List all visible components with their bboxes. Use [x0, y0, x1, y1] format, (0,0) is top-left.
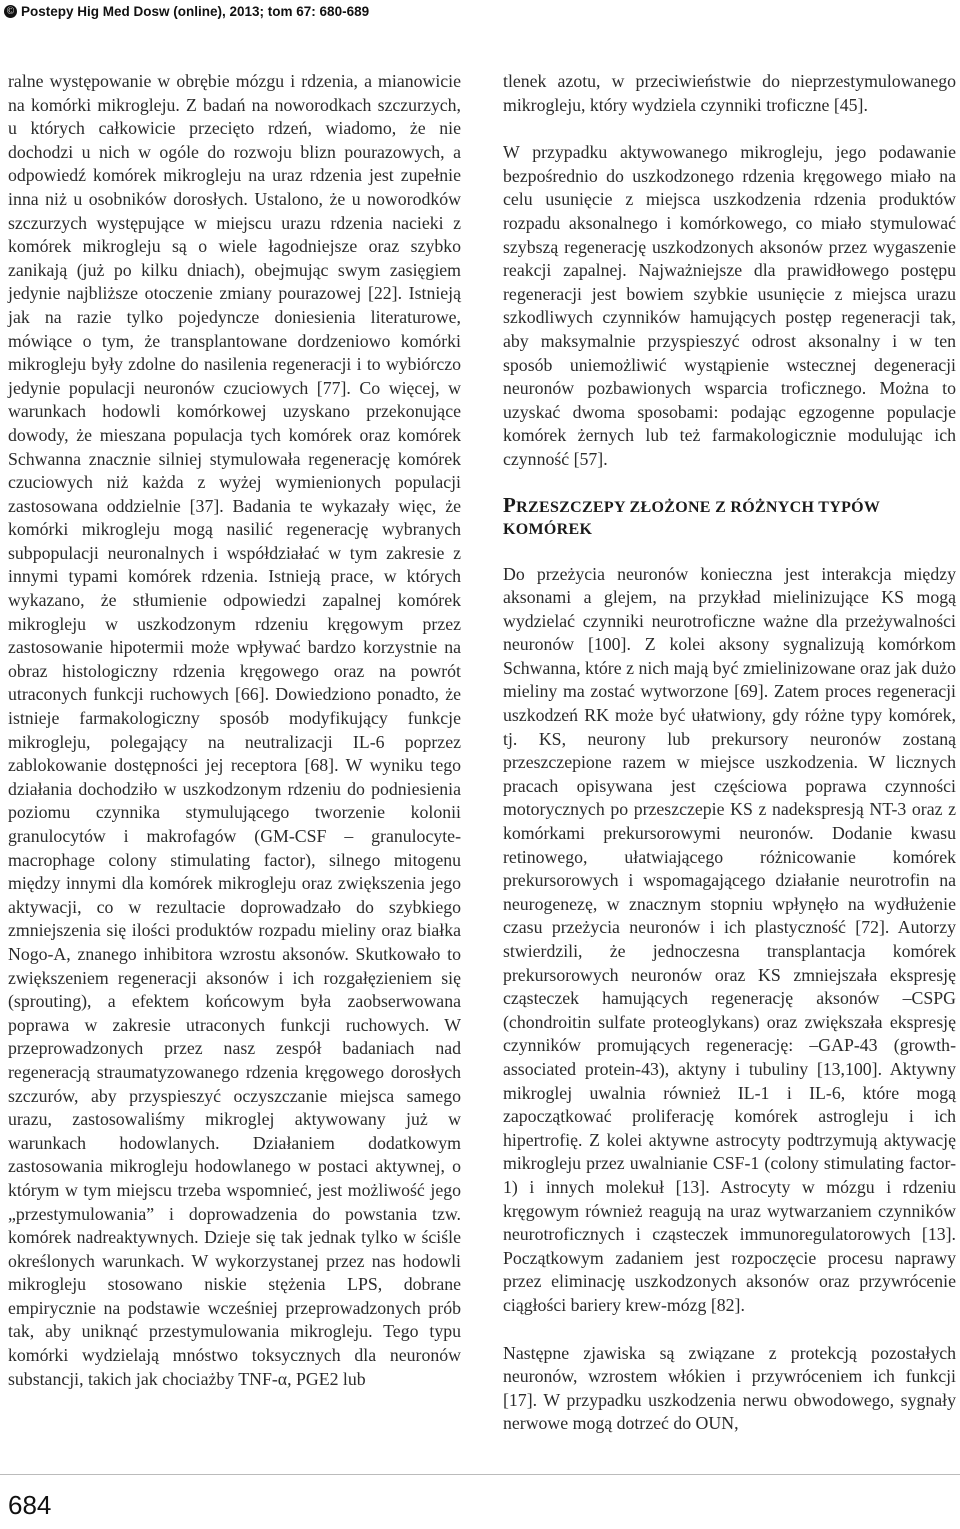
- right-column: [503, 70, 956, 1436]
- section-heading-initial: P: [503, 492, 517, 517]
- left-column: [8, 70, 461, 1391]
- body-paragraph: Do przeżycia neuronów konieczna jest interakcja między aksonami a glejem, na przykład mielinizujące KS mogą wydzielać czynniki neurotroficzne ważne dla przeżywalności neuronów [100]. Z kolei aksony sygnalizują komórkom Schwanna, które z nich mają być zmielinizowane oraz jak dużo mieliny ma zostać wytworzone [69]. Zatem proces regeneracji uszkodzeń RK może być ułatwiony, gdy różne typy komórek, tj. KS, neurony lub prekursory neuronów zostaną przeszczepione razem w miejsce uszkodzenia. W licznych pracach opisywana jest częściowa poprawa czynności motorycznych po przeszczepie KS z nadekspresją NT-3 oraz z komórkami prekursorowymi neuronów. Dodanie kwasu retinowego, ułatwiającego różnicowanie komórek prekursorowych i wspomagającego działanie neurotrofin na neurogenezę, w znacznym stopniu wpłynęło na wydłużenie czasu przeżycia neuronów i ich plastyczność [72]. Autorzy stwierdzili, że jednoczesna transplantacja komórek prekursorowych neuronów oraz KS zmniejszała ekspresję cząsteczek hamujących regenerację aksonów –CSPG (chondroitin sulfate proteoglykans) oraz zwiększała ekspresję czynników promujących regenerację: –GAP-43 (growth-associated protein-43), aktyny i tubuliny [13,100]. Aktywny mikroglej uwalnia również IL-1 i IL-6, które mogą zapoczątkować proliferację komórek astrogleju i ich hipertrofię. Z kolei aktywne astrocyty podtrzymują aktywację mikrogleju przez uwalnianie CSF-1 (colony stimulating factor-1) i innych molekuł [13]. Astrocyty w mózgu i rdzeniu kręgowym również reagują na uraz wytwarzaniem czynników neurotroficznych i cząsteczek immunoregulatorowych [13]. Początkowym zadaniem jest rozpoczęcie procesu naprawy przez eliminację uszkodzonych aksonów oraz przywrócenie ciągłości bariery krew-mózg [82].: [503, 563, 956, 1315]
- body-paragraph: Następne zjawiska są związane z protekcją pozostałych neuronów, wzrostem włókien i przywróceniem ich funkcji [17]. W przypadku uszkodzenia nerwu obwodowego, sygnały nerwowe mogą dotrzeć do OUN,: [503, 1342, 956, 1434]
- body-paragraph: ralne występowanie w obrębie mózgu i rdzenia, a mianowicie na komórki mikrogleju. Z badań na noworodkach szczurzych, u których całkowicie przecięto rdzeń, wiadomo, że nie dochodzi u nich w ogóle do rozwoju blizn pourazowych, a odpowiedź komórek mikrogleju na uraz rdzenia jest zupełnie inna niż u osobników dorosłych. Ustalono, że u noworodków szczurzych występujące w miejscu urazu rdzenia nacieki z komórek mikrogleju są o wiele łagodniejsze oraz szybko zanikają (już po kilku dniach), obejmując swym zasięgiem jedynie najbliższe otoczenie zmiany pourazowej [22]. Istnieją jak na razie tylko pojedyncze doniesienia literaturowe, mówiące o tym, że transplantowane dordzeniowo komórki mikrogleju były zdolne do nasilenia regeneracji i to wybiórczo jedynie populacji neuronów czuciowych [77]. Co więcej, w warunkach hodowli komórkowej uzyskano przekonujące dowody, że mieszana populacja tych komórek oraz komórek Schwanna znacznie silniej stymulowała regenerację komórek czuciowych niż każda z wyżej wymienionych populacji zastosowana oddzielnie [37]. Badania te wykazały więc, że komórki mikrogleju mogą nasilić regenerację wybranych subpopulacji neuronalnych i współdziałać w tym zakresie z innymi typami komórek rdzenia. Istnieją prace, w których wykazano, że stłumienie odpowiedzi zapalnej komórek mikrogleju w uszkodzonym rdzeniu kręgowym przez zastosowanie hipotermii może wpływać bardzo korzystnie na obraz histologiczny rdzenia kręgowego oraz na powrót utraconych funkcji ruchowych [66]. Dowiedziono ponadto, że istnieje farmakologiczny sposób modyfikujący funkcje mikrogleju, polegający na neutralizacji IL-6 poprzez zablokowanie dostępności jej receptora [68]. W wyniku tego działania dochodziło w uszkodzonym rdzeniu do podniesienia poziomu czynnika stymulującego tworzenie kolonii granulocytów i makrofagów (GM-CSF – granulocyte-macrophage colony stimulating factor), silnego mitogenu między innymi dla komórek mikrogleju oraz zwiększenia jego aktywacji, co w rezultacie doprowadzało do szybkiego zmniejszenia się ilości produktów rozpadu mieliny oraz białka Nogo-A, znanego inhibitora wzrostu aksonów. Skutkowało to zwiększeniem regeneracji aksonów i ich rozgałęzieniem się (sprouting), a efektem końcowym była zaobserwowana poprawa w zakresie utraconych funkcji ruchowych. W przeprowadzonych przez nasz zespół badaniach nad regeneracją straumatyzowanego rdzenia kręgowego dorosłych szczurów, aby przyspieszyć oczyszczanie miejsca samego urazu, zastosowaliśmy mikroglej aktywowany już w warunkach hodowlanych. Działaniem dodatkowym zastosowania mikrogleju hodowlanego w postaci aktywnej, o którym w tym miejscu trzeba wspomnieć, jest możliwość jego „przestymulowania” i doprowadzenia do powstania tzw. komórek nadreaktywnych. Dzieje się tak jednak tylko w ściśle określonych warunkach. W wykorzystanej przez nas hodowli mikrogleju stosowano niskie stężenia LPS, dobrane empirycznie na podstawie wcześniej przeprowadzonych prób tak, aby uniknąć przestymulowania mikrogleju. Tego typu komórki wydzielają mnóstwo toksycznych dla neuronów substancji, takich jak chociażby TNF-α, PGE2 lub: [8, 71, 461, 1389]
- body-paragraph: tlenek azotu, w przeciwieństwie do nieprzestymulowanego mikrogleju, który wydziela czynniki troficzne [45].: [503, 71, 956, 115]
- running-header: [4, 0, 956, 22]
- page-number: 684: [8, 1490, 52, 1520]
- footer-divider: [0, 1474, 960, 1475]
- section-heading-text: RZESZCZEPY ZŁOŻONE Z RÓŻNYCH TYPÓW KOMÓREK: [503, 498, 880, 538]
- journal-citation: Postepy Hig Med Dosw (online), 2013; tom 67: 680-689: [21, 3, 370, 19]
- section-heading: [503, 494, 956, 541]
- copyright-icon: ©: [4, 5, 17, 18]
- body-paragraph: W przypadku aktywowanego mikrogleju, jego podawanie bezpośrednio do uszkodzonego rdzenia kręgowego miało na celu usunięcie z miejsca uszkodzenia rdzenia produktów rozpadu aksonalnego i komórkowego, co miało stymulować szybszą regenerację uszkodzonych aksonów przez wygaszenie reakcji zapalnej. Najważniejsze dla prawidłowego postępu regeneracji jest bowiem szybkie usunięcie z miejsca urazu szkodliwych czynników hamujących postęp regeneracji tak, aby maksymalnie przyspieszyć odrost aksonalny i w ten sposób uniemożliwić wystąpienie wstecznej degeneracji neuronów pozbawionych wsparcia troficznego. Można to uzyskać dwoma sposobami: podając egzogenne populacje komórek żernych lub też farmakologicznie modulując ich czynność [57].: [503, 142, 956, 469]
